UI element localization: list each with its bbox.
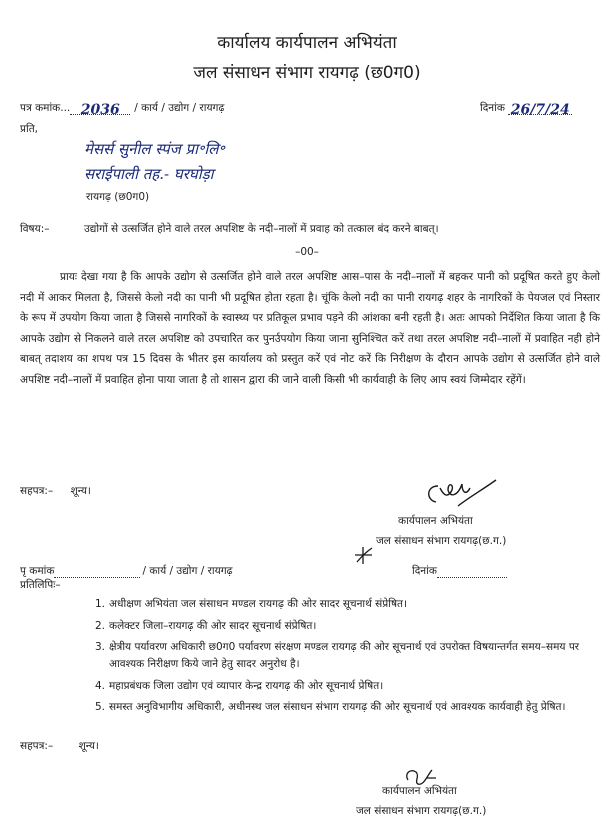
signature-1-title: कार्यपालन अभियंता [398,515,473,527]
enclosure-2-label: सहपत्र:– [20,740,54,752]
ref-date [480,101,572,118]
list-item: 4. महाप्रबंधक जिला उद्योग एवं व्यापार केन्द्र रायगढ़ की ओर सूचनार्थ प्रेषित। [95,679,384,692]
ref2-date-label: दिनांक [412,565,437,577]
initials-stamp [352,544,376,566]
ref-date-value: 26/7/24 [508,102,572,115]
ref-suffix: / कार्य / उद्योग / रायगढ़ [134,102,225,114]
addressee-line2: सराईपाली तह.- घरघोड़ा [84,165,214,183]
ref-number: 2036 [70,102,130,115]
ref2-date [412,564,507,578]
copy-to-list [95,596,600,721]
enclosure-1-label: सहपत्र:– [20,485,54,497]
ref-line: पत्र कमांक... 2036 / कार्य / उद्योग / रायगढ़ [20,102,225,118]
copy-to-label: प्रतिलिपिः– [20,579,61,591]
list-item: 5. समस्त अनुविभागीय अधिकारी, अधीनस्थ जल संसाधन संभाग रायगढ़ की ओर सूचनार्थ एवं आवश्यक कार्यवाही हेतु प्रेषित। [95,701,566,713]
enclosure-1-value: शून्य। [70,485,91,497]
signature-2-title: कार्यपालन अभियंता [382,785,457,797]
to-label: प्रति, [20,123,39,135]
subject-label: विषय:– [20,223,50,235]
signature-1-office: जल संसाधन संभाग रायगढ़(छ.ग.) [376,535,507,547]
letter-body: प्रायः देखा गया है कि आपके उद्योग से उत्सर्जित होने वाले तरल अपशिष्ट आस–पास के नदी–नालों में बहकर पानी को प्रदूषित करते हुए केलो नदी में आकर मिलता है, जिससे केलो नदी का पानी भी प्रदूषित होता रहता है। चूंकि केलो नदी का पानी रायगढ़ शहर के नागरिकों के पेयजल एवं निस्तार के रूप में उपयोग किया जाता है जिससे नागरिकों के स्वास्थ्य पर प्रतिकूल प्रभाव पड़ने की आंशका बनी रहती है। अतः आपको निर्देशित किया जाता है कि आपके उद्योग से निकलने वाले तरल अपशिष्ट को उपचारित कर पुनर्उपयोग किया जाना सुनिश्चित करें तथा तरल अपशिष्ट नदी–नालों में प्रवाहित नही होने बाबत् तदाशय का शपथ पत्र 15 दिवस के भीतर इस कार्यालय को प्रस्तुत करें एवं नोट करें कि निरीक्षण के दौरान आपके उद्योग से उत्सर्जित होने वाले अपशिष्ट नदी–नालों में प्रवाहित होना पाया जाता है तो शासन द्वारा की जाने वाली किसी भी कार्यवाही के लिए आप स्वयं जिम्मेदार रहेंगें। [20,271,600,386]
enclosure-1 [20,484,91,498]
enclosure-2 [20,739,99,753]
list-item: 1. अधीक्षण अभियंता जल संसाधन मण्डल रायगढ़ की ओर सादर सूचनार्थ संप्रेषित। [95,598,408,610]
ref-label: पत्र कमांक [20,102,61,114]
list-item: 3. क्षेत्रीय पर्यावरण अधिकारी छ0ग0 पर्यावरण संरक्षण मण्डल रायगढ़ की ओर सूचनार्थ एवं उपरोक्त विषयान्तर्गत समय–समय पर आवश्यक निरीक्षण किये जाने हेतु सादर अनुरोध है। [95,641,580,670]
signature-1 [418,476,508,512]
ref2-line [20,564,233,578]
separator: –00– [295,246,319,258]
addressee-line1: मेसर्स सुनील स्पंज प्रा॰लि॰ [84,140,225,158]
ref-date-label: दिनांक [480,102,505,114]
addressee-line3: रायगढ़ (छ0ग0) [86,191,150,203]
office-title: कार्यालय कार्यपालन अभियंता [217,33,397,53]
ref2-suffix: / कार्य / उद्योग / रायगढ़ [142,565,233,577]
signature-2-office: जल संसाधन संभाग रायगढ़(छ.ग.) [356,805,487,817]
enclosure-2-value: शून्य। [78,740,99,752]
subject-text: उद्योगों से उत्सर्जित होने वाले तरल अपशिष्ट के नदी–नालों में प्रवाह को तत्काल बंद करने बाबत्। [84,223,439,235]
division-title: जल संसाधन संभाग रायगढ़ (छ0ग0) [193,63,421,83]
ref2-label: पृ कमांक [20,565,55,577]
list-item: 2. कलेक्टर जिला–रायगढ़ की ओर सादर सूचनार्थ संप्रेषित। [95,619,317,632]
